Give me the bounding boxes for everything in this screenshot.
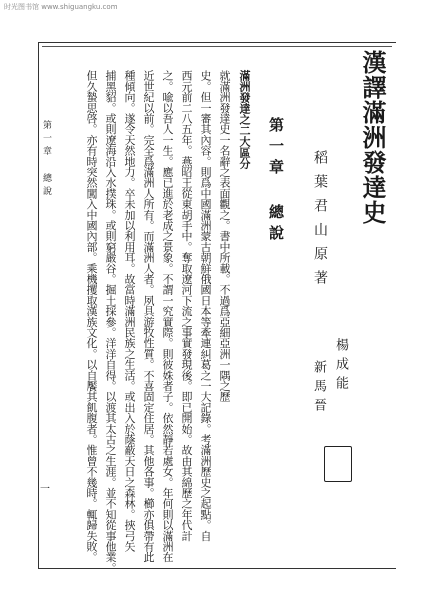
body-line: 近世紀以前。完全爲滿洲人所有。而滿洲人者。夙具游牧性質。不喜固定住居。其他各事。櫛亦俱帶有此 — [142, 70, 155, 563]
watermark: 时光图书馆 www.shiguangku.com — [4, 3, 118, 11]
bottom-rule — [38, 568, 396, 569]
body-line: 就滿洲發達史一名辭之表面觀之。書中所載。不過爲亞細亞洲一隅之歷 — [218, 70, 231, 402]
body-line: 但久蟄思啓。亦有時突然闖入中國內部。乘機攫取漢族文化。以自饜其飢腹者。惟曾不幾時。輒歸失敗。 — [85, 70, 98, 563]
body-line: 捕黑貂。或則遼海沿入水撲珠。或則窮嚴谷。掘土採參。洋洋自得。以渡其太古之生涯。並不知從事他業。 — [104, 70, 117, 573]
top-rule — [38, 42, 396, 43]
body-line: 之。喩以吾人一生。應已進於老成之景象。不謂一究實際。則彼姝者子。依然靜若處女。年何則以滿洲在 — [161, 70, 174, 563]
section-title: 滿洲發達之二大區分 — [238, 70, 251, 169]
running-head: 第一章 總說 — [41, 120, 51, 199]
book-title: 漢譯滿洲發達史 — [358, 50, 387, 225]
author-line: 稻葉君山原著 — [312, 150, 328, 294]
seal-stamp — [324, 446, 352, 482]
side-rule — [38, 42, 39, 568]
top-inner-rule — [42, 46, 392, 47]
page-number: 一 — [40, 484, 50, 495]
body-line: 種傾向。遂令天然地力。卒未加以利用耳。故當時滿洲民族之生活。或出入於蔭蔽天日之森林。挾弓矢 — [123, 70, 136, 552]
body-line: 西元前二八五年。燕昭王從東胡手中。奪取遼河下流之事實發現後。即已開始。故由其綿歷之年代計 — [180, 70, 193, 541]
body-line: 史。但一審其內容。則爲中國滿洲蒙古朝鮮俄國日本等牽連糾葛之一大記錄。考滿洲歷史之起點。自 — [199, 70, 212, 541]
chapter-title: 第一章 總說 — [267, 117, 285, 246]
translator-2: 新馬晉 — [311, 360, 326, 417]
translator-1: 楊成能 — [333, 338, 348, 395]
